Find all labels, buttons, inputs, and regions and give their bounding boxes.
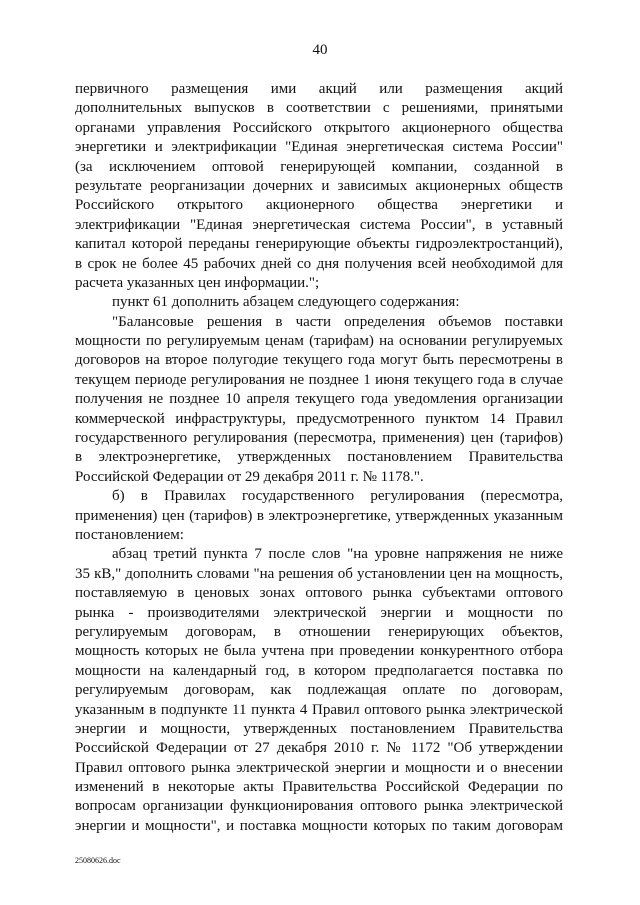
text-line: абзац третий пункта 7 после слов "на уровне напряжения не ниже bbox=[112, 546, 563, 563]
text-line: энергии и мощности, утвержденных постановлением Правительства bbox=[75, 720, 563, 737]
text-line: электрификации "Единая энергетическая система России", в уставный bbox=[75, 216, 563, 233]
text-line: постановлением: bbox=[75, 526, 184, 543]
text-line: коммерческой инфраструктуры, предусмотренного пунктом 14 Правил bbox=[75, 410, 563, 427]
page-number: 40 bbox=[312, 42, 328, 58]
text-line: получения не позднее 10 апреля текущего года уведомления организации bbox=[75, 391, 563, 408]
text-line: результате реорганизации дочерних и зависимых акционерных обществ bbox=[75, 177, 563, 194]
text-line: регулируемым договорам, в отношении генерирующих объектов, bbox=[75, 623, 563, 640]
text-line: (за исключением оптовой генерирующей компании, созданной в bbox=[75, 158, 563, 175]
text-line: поставляемую в ценовых зонах оптового рынка субъектами оптового bbox=[75, 585, 563, 602]
text-line: вопросам организации функционирования оптового рынка электрической bbox=[75, 798, 563, 815]
text-line: энергетики и электрификации "Единая энергетическая система России" bbox=[75, 139, 563, 156]
text-line: органами управления Российского открытого акционерного общества bbox=[75, 119, 563, 136]
text-line: договоров на второе полугодие текущего года могут быть пересмотрены в bbox=[75, 352, 563, 369]
text-line: мощности на календарный год, в котором предполагается поставка по bbox=[75, 662, 563, 679]
text-line: Российской Федерации от 29 декабря 2011 г. № 1178.". bbox=[75, 468, 424, 485]
text-line: 35 кВ," дополнить словами "на решения об установлении цен на мощность, bbox=[75, 565, 563, 582]
text-line: первичного размещения ими акций или размещения акций bbox=[75, 81, 563, 97]
text-line: в срок не более 45 рабочих дней со дня получения всей необходимой для bbox=[75, 255, 563, 272]
text-line: текущем периоде регулирования не позднее 1 июня текущего года в случае bbox=[75, 371, 563, 388]
text-line: Российской Федерации от 27 декабря 2010 г. № 1172 "Об утверждении bbox=[75, 740, 563, 757]
text-line: "Балансовые решения в части определения объемов поставки bbox=[112, 313, 563, 330]
document-body bbox=[75, 80, 563, 836]
text-line: б) в Правилах государственного регулирования (пересмотра, bbox=[112, 488, 563, 505]
text-line: Российского открытого акционерного общества энергетики и bbox=[75, 197, 563, 214]
text-line: изменений в некоторые акты Правительства Российской Федерации по bbox=[75, 779, 563, 796]
text-line: регулируемым договорам, как подлежащая оплате по договорам, bbox=[75, 682, 563, 699]
text-line: применения) цен (тарифов) в электроэнергетике, утвержденных указанным bbox=[75, 507, 563, 524]
text-line: дополнительных выпусков в соответствии с решениями, принятыми bbox=[75, 100, 563, 117]
text-line: в электроэнергетике, утвержденных постановлением Правительства bbox=[75, 449, 563, 466]
text-line: Правил оптового рынка электрической энергии и мощности и о внесении bbox=[75, 759, 563, 776]
text-line: государственного регулирования (пересмотра, применения) цен (тарифов) bbox=[75, 430, 563, 447]
text-line: капитал которой переданы генерирующие объекты гидроэлектростанций), bbox=[75, 236, 563, 253]
text-line: расчета указанных цен информации."; bbox=[75, 274, 320, 291]
footer-filename: 25080626.doc bbox=[75, 856, 121, 865]
text-line: пункт 61 дополнить абзацем следующего содержания: bbox=[112, 294, 460, 311]
text-line: мощности по регулируемым ценам (тарифам) на основании регулируемых bbox=[75, 333, 563, 350]
text-line: рынка - производителями электрической энергии и мощности по bbox=[75, 604, 563, 621]
text-line: указанным в подпункте 11 пункта 4 Правил оптового рынка электрической bbox=[75, 701, 563, 718]
text-line: энергии и мощности", и поставка мощности которых по таким договорам bbox=[75, 817, 563, 834]
text-line: мощность которых не была учтена при проведении конкурентного отбора bbox=[75, 643, 563, 660]
